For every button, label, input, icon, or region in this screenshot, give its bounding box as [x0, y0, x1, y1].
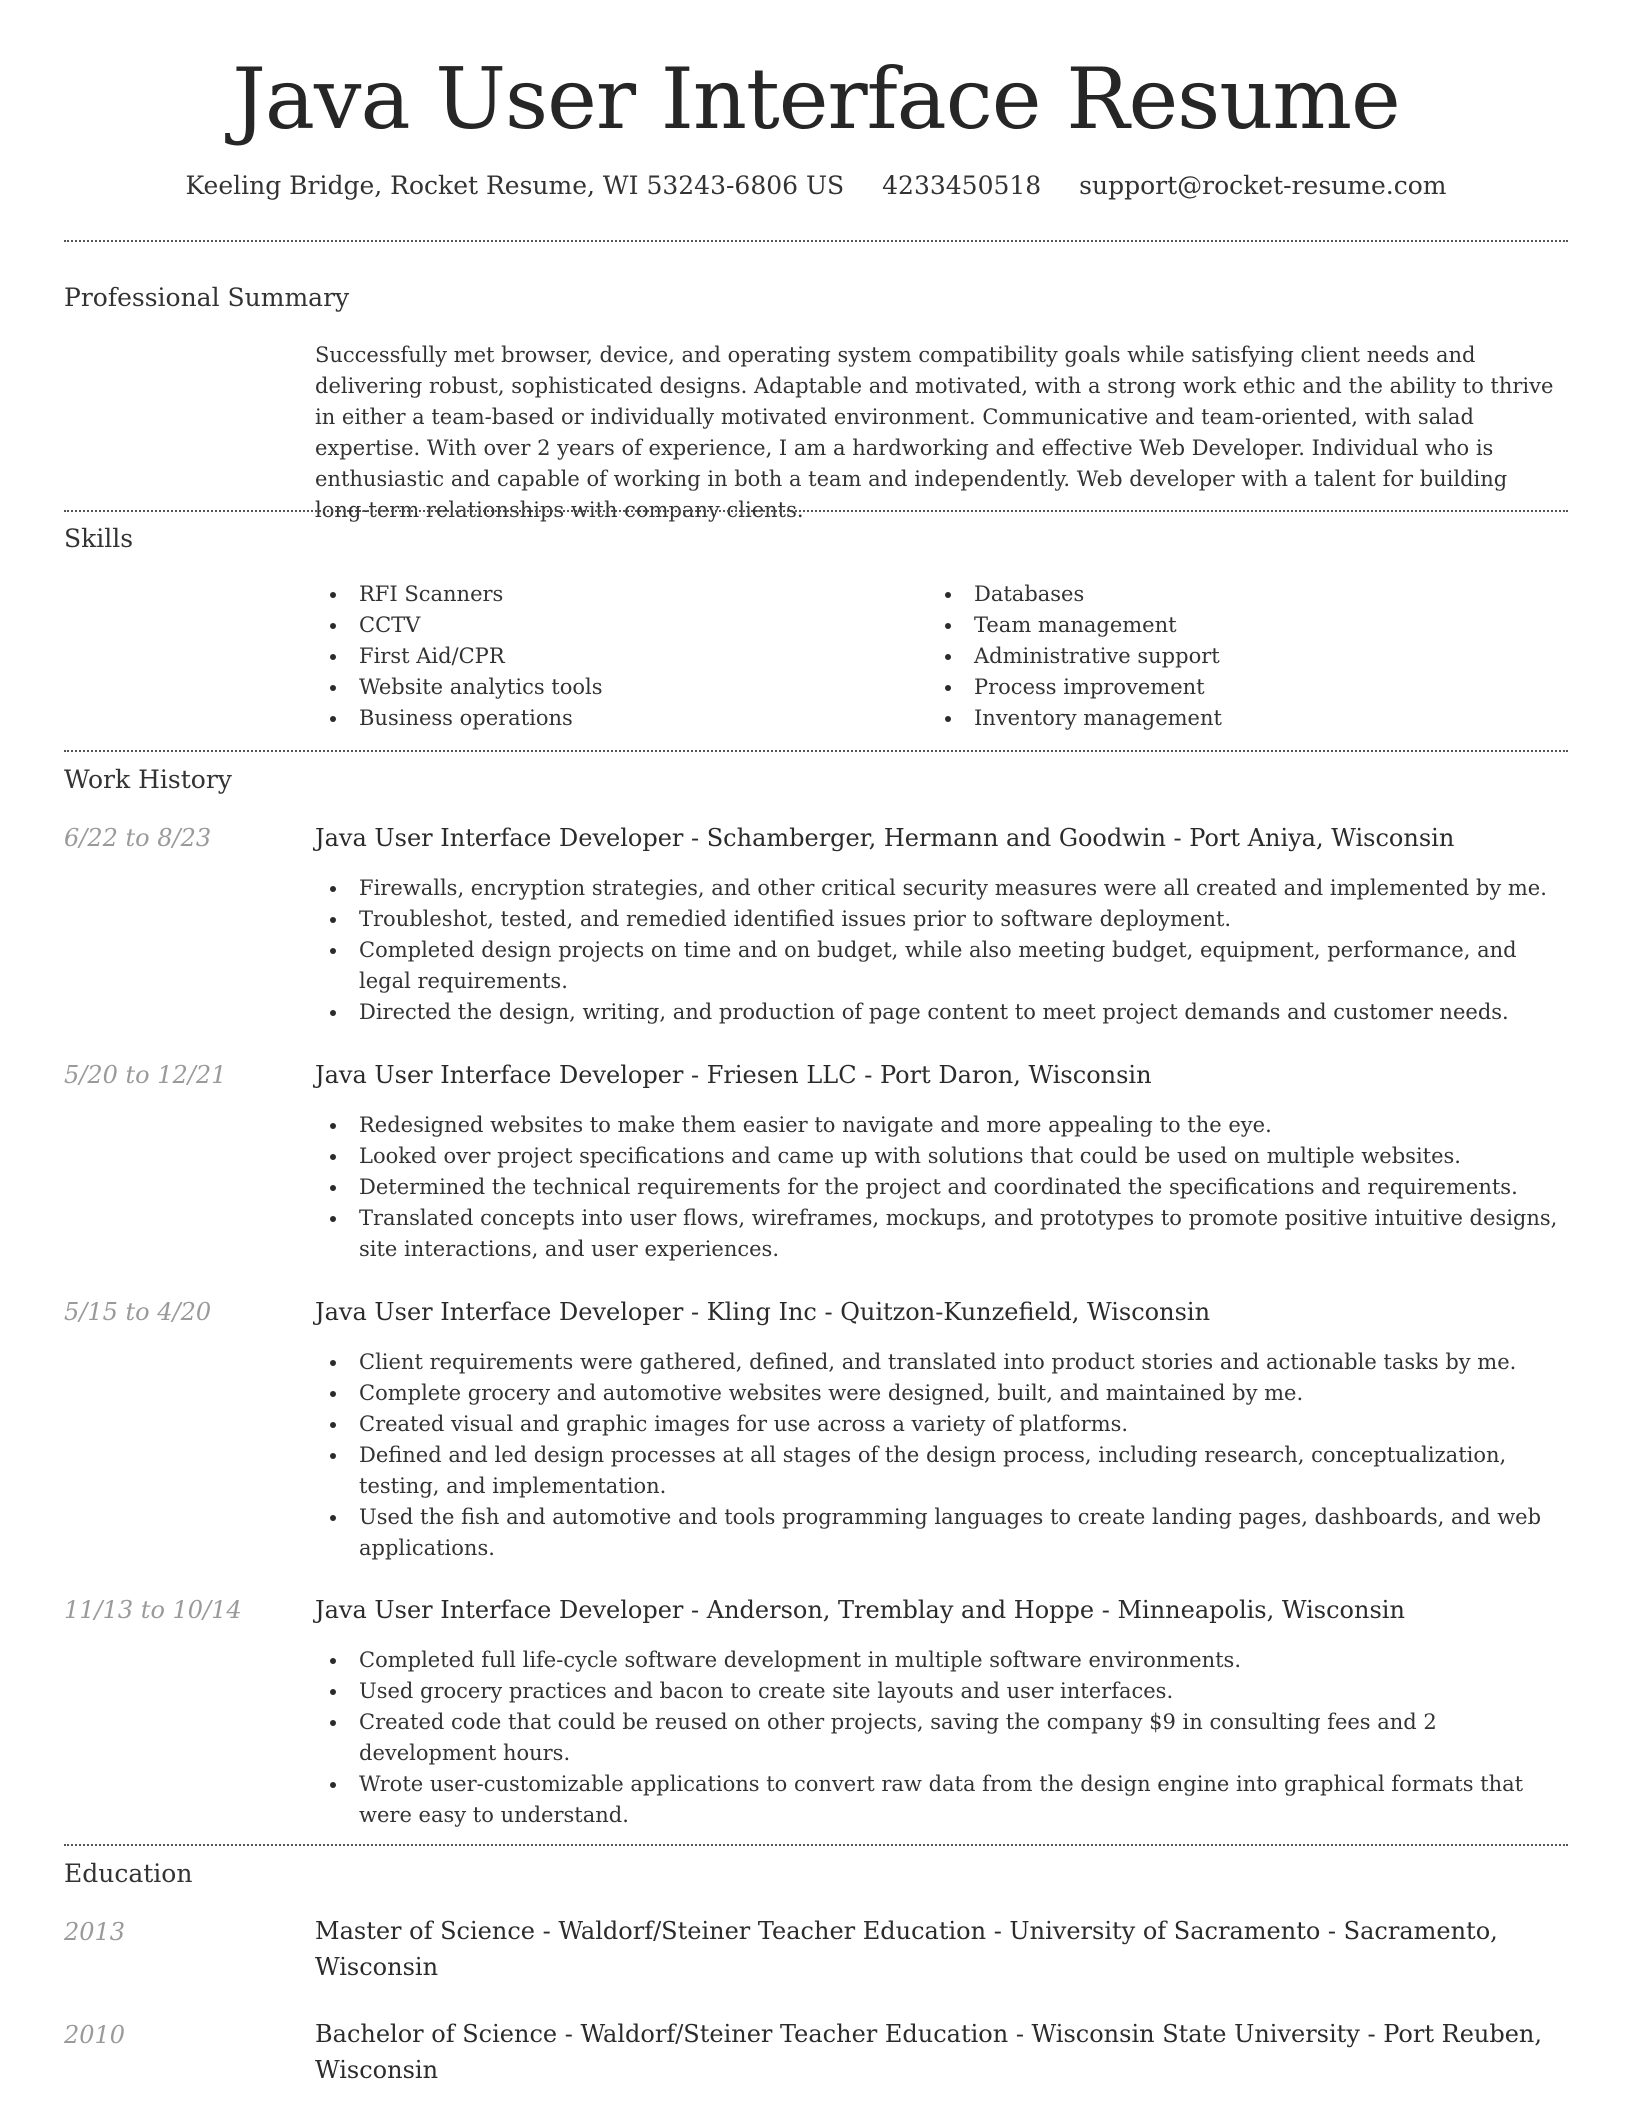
skill-item: Databases	[930, 579, 1490, 610]
job-bullet: Wrote user-customizable applications to convert raw data from the design engine into graphical formats that were easy to understand.	[315, 1769, 1570, 1831]
education-heading-entry: Bachelor of Science - Waldorf/Steiner Teacher Education - Wisconsin State University - Port Reuben, Wisconsin	[315, 2020, 1542, 2084]
job-bullets	[315, 1110, 1570, 1265]
education-year: 2013	[64, 1918, 126, 1946]
section-divider	[64, 510, 1568, 512]
skill-item: Website analytics tools	[315, 672, 875, 703]
skill-item: Team management	[930, 610, 1490, 641]
section-divider	[64, 240, 1568, 242]
job-bullet: Complete grocery and automotive websites were designed, built, and maintained by me.	[315, 1378, 1570, 1409]
skill-item: First Aid/CPR	[315, 641, 875, 672]
skills-list-left	[315, 579, 875, 734]
job-dates: 6/22 to 8/23	[64, 824, 212, 852]
job-heading: Java User Interface Developer - Schamberger, Hermann and Goodwin - Port Aniya, Wisconsin	[315, 824, 1455, 852]
job-bullet: Looked over project specifications and came up with solutions that could be used on multiple websites.	[315, 1141, 1570, 1172]
skill-item: Business operations	[315, 703, 875, 734]
contact-address: Keeling Bridge, Rocket Resume, WI 53243-6806 US	[185, 171, 845, 200]
resume-title: Java User Interface Resume	[232, 50, 1400, 148]
skill-item: CCTV	[315, 610, 875, 641]
job-bullet: Created visual and graphic images for use across a variety of platforms.	[315, 1409, 1570, 1440]
job-dates: 5/20 to 12/21	[64, 1061, 227, 1089]
skill-item: RFI Scanners	[315, 579, 875, 610]
job-bullet: Completed full life-cycle software development in multiple software environments.	[315, 1645, 1570, 1676]
job-bullet: Defined and led design processes at all stages of the design process, including research, conceptualization, testing, and implementation.	[315, 1440, 1570, 1502]
contact-email: support@rocket-resume.com	[1079, 171, 1447, 200]
skill-item: Administrative support	[930, 641, 1490, 672]
skill-item: Process improvement	[930, 672, 1490, 703]
job-bullet: Completed design projects on time and on budget, while also meeting budget, equipment, performance, and legal requirements.	[315, 935, 1570, 997]
education-year: 2010	[64, 2021, 126, 2049]
job-bullets	[315, 873, 1570, 1028]
education-heading-entry: Master of Science - Waldorf/Steiner Teacher Education - University of Sacramento - Sacramento, Wisconsin	[315, 1917, 1498, 1981]
job-bullet: Used grocery practices and bacon to create site layouts and user interfaces.	[315, 1676, 1570, 1707]
job-bullets	[315, 1347, 1570, 1564]
work-history-heading: Work History	[64, 765, 232, 794]
summary-text: Successfully met browser, device, and operating system compatibility goals while satisfying client needs and delivering robust, sophisticated designs. Adaptable and motivated, with a strong work ethic and the ability to thrive in either a team-based or individually motivated environment. Communicative and team-oriented, with salad expertise. With over 2 years of experience, I am a hardworking and effective Web Developer. Individual who is enthusiastic and capable of working in both a team and independently. Web developer with a talent for building long-term relationships with company clients.	[315, 343, 1554, 522]
job-dates: 5/15 to 4/20	[64, 1298, 212, 1326]
skills-heading: Skills	[64, 524, 134, 553]
job-bullet: Directed the design, writing, and production of page content to meet project demands and customer needs.	[315, 997, 1570, 1028]
contact-line	[0, 168, 1632, 204]
section-divider	[64, 1844, 1568, 1846]
section-divider	[64, 750, 1568, 752]
job-dates: 11/13 to 10/14	[64, 1596, 242, 1624]
skill-item: Inventory management	[930, 703, 1490, 734]
job-bullet: Translated concepts into user flows, wireframes, mockups, and prototypes to promote positive intuitive designs, site interactions, and user experiences.	[315, 1203, 1570, 1265]
job-bullet: Determined the technical requirements for the project and coordinated the specifications and requirements.	[315, 1172, 1570, 1203]
education-heading: Education	[64, 1859, 193, 1888]
job-heading: Java User Interface Developer - Friesen LLC - Port Daron, Wisconsin	[315, 1061, 1152, 1089]
job-bullet: Client requirements were gathered, defined, and translated into product stories and actionable tasks by me.	[315, 1347, 1570, 1378]
job-bullet: Firewalls, encryption strategies, and other critical security measures were all created and implemented by me.	[315, 873, 1570, 904]
contact-phone: 4233450518	[882, 171, 1042, 200]
job-heading: Java User Interface Developer - Anderson, Tremblay and Hoppe - Minneapolis, Wisconsin	[315, 1596, 1405, 1624]
job-heading: Java User Interface Developer - Kling Inc - Quitzon-Kunzefield, Wisconsin	[315, 1298, 1211, 1326]
job-bullet: Used the fish and automotive and tools programming languages to create landing pages, dashboards, and web applications.	[315, 1502, 1570, 1564]
job-bullet: Redesigned websites to make them easier to navigate and more appealing to the eye.	[315, 1110, 1570, 1141]
skills-list-right	[930, 579, 1490, 734]
job-bullet: Created code that could be reused on other projects, saving the company $9 in consulting fees and 2 development hours.	[315, 1707, 1570, 1769]
job-bullet: Troubleshot, tested, and remedied identified issues prior to software deployment.	[315, 904, 1570, 935]
job-bullets	[315, 1645, 1570, 1831]
summary-heading: Professional Summary	[64, 283, 350, 312]
